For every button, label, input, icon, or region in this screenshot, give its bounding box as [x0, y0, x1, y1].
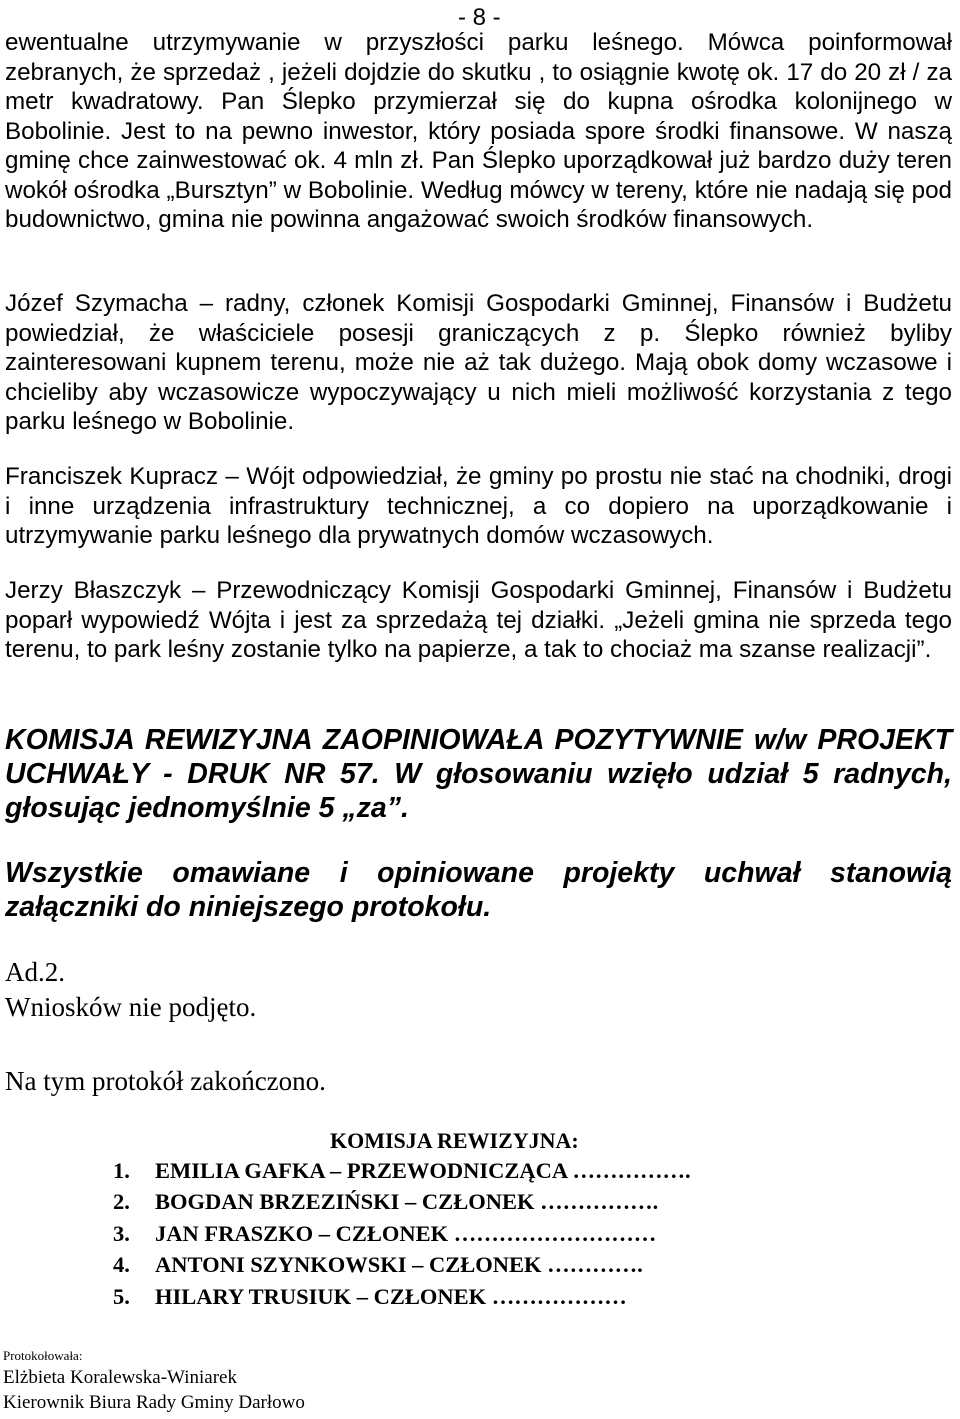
member-number: 4.: [113, 1252, 130, 1278]
member-number: 3.: [113, 1220, 130, 1246]
closing-statement: Na tym protokół zakończono.: [5, 1066, 326, 1096]
member-number: 1.: [113, 1158, 130, 1183]
member-number: 2.: [113, 1189, 130, 1215]
page-number: - 8 -: [458, 4, 501, 31]
list-item: [113, 1249, 691, 1280]
list-item: [113, 1155, 691, 1186]
list-item: [113, 1186, 691, 1217]
paragraph-szymacha: Józef Szymacha – radny, członek Komisji Gospodarki Gminnej, Finansów i Budżetu powiedział, że właściciele posesji graniczących z p. Ślepko również byliby zainteresowani kupnem terenu, może nie aż tak dużego. Mają obok domy wczasowe i chcieliby aby wczasowicze wypoczywający u nich mieli możliwość korzystania z tego parku leśnego w Bobolinie.: [5, 290, 952, 435]
list-item: [113, 1218, 691, 1249]
member-entry: BOGDAN BRZEZIŃSKI – CZŁONEK …………….: [155, 1189, 659, 1215]
ad2-text: Wniosków nie podjęto.: [5, 992, 257, 1022]
signature-role: Kierownik Biura Rady Gminy Darłowo: [3, 1392, 305, 1413]
paragraph-blaszczyk: Jerzy Błaszczyk – Przewodniczący Komisji Gospodarki Gminnej, Finansów i Budżetu poparł wypowiedź Wójta i jest za sprzedażą tej działki. „Jeżeli gmina nie sprzeda tego terenu, to park leśny zostanie tylko na papierze, a tak to chociaż ma szanse realizacji”.: [5, 577, 952, 663]
resolution-opinion: KOMISJA REWIZYJNA ZAOPINIOWAŁA POZYTYWNIE w/w PROJEKT UCHWAŁY - DRUK NR 57. W głosowaniu wzięło udział 5 radnych, głosując jednomyślnie 5 „za”.: [5, 724, 952, 824]
committee-title: KOMISJA REWIZYJNA:: [330, 1128, 579, 1153]
member-entry: EMILIA GAFKA – PRZEWODNICZĄCA …………….: [155, 1158, 691, 1183]
paragraph-sale-discussion: ewentualne utrzymywanie w przyszłości parku leśnego. Mówca poinformował zebranych, że sprzedaż , jeżeli dojdzie do skutku , to osiągnie kwotę ok. 17 do 20 zł / za metr kwadratowy. Pan Ślepko przymierzał się do kupna ośrodka kolonijnego w Bobolinie. Jest to na pewno inwestor, który posiada spore środki finansowe. W naszą gminę chce zainwestować ok. 4 mln zł. Pan Ślepko uporządkował już bardzo duży teren wokół ośrodka „Bursztyn” w Bobolinie. Według mówcy w tereny, które nie nadają się pod budownictwo, gmina nie powinna angażować swoich środków finansowych.: [5, 29, 952, 233]
member-entry: ANTONI SZYNKOWSKI – CZŁONEK ………….: [155, 1252, 643, 1278]
signature-name: Elżbieta Koralewska-Winiarek: [3, 1367, 237, 1388]
member-entry: JAN FRASZKO – CZŁONEK ………………………: [155, 1220, 657, 1246]
committee-members-list: [113, 1155, 691, 1312]
attachments-note: Wszystkie omawiane i opiniowane projekty uchwał stanowią załączniki do niniejszego protokołu.: [5, 857, 952, 923]
ad2-heading: Ad.2.: [5, 957, 65, 987]
paragraph-kupracz: Franciszek Kupracz – Wójt odpowiedział, że gminy po prostu nie stać na chodniki, drogi i inne urządzenia infrastruktury technicznej, a co dopiero na uporządkowanie i utrzymywanie parku leśnego dla prywatnych domów wczasowych.: [5, 463, 952, 549]
member-number: 5.: [113, 1283, 130, 1309]
list-item: [113, 1281, 691, 1312]
member-entry: HILARY TRUSIUK – CZŁONEK ………………: [155, 1283, 627, 1309]
signature-label: Protokołowała:: [3, 1348, 83, 1363]
